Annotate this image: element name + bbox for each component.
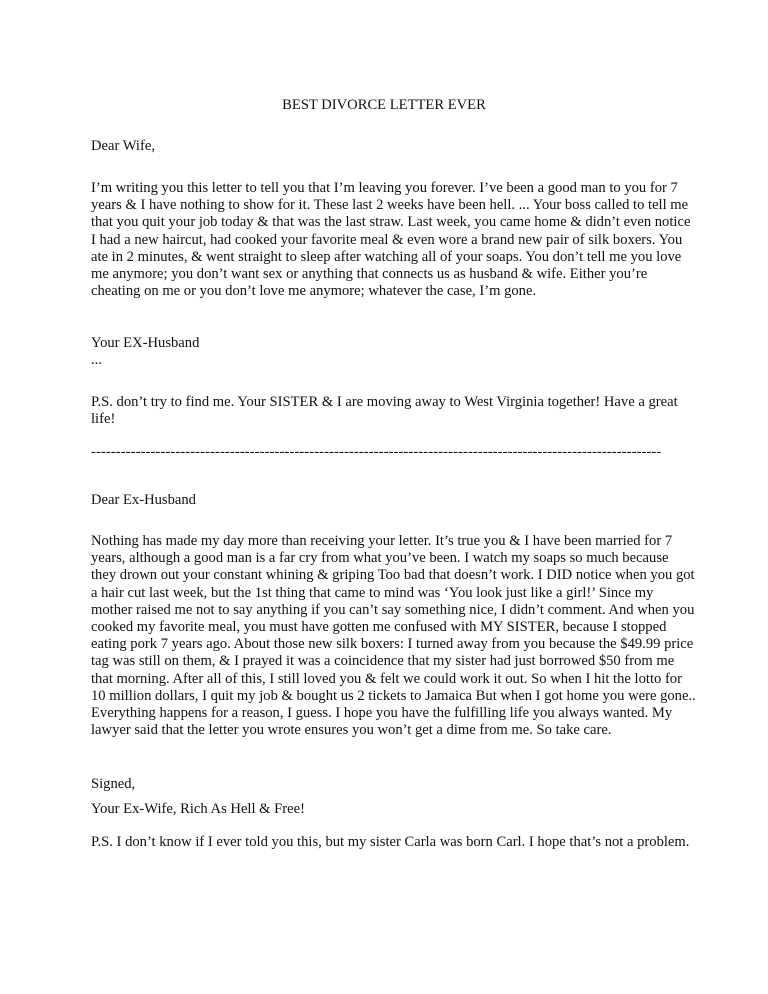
letter1-salutation: Dear Wife,: [91, 138, 155, 154]
letter-divider: -------------------------------------------------------------------------------------------------------------------: [91, 444, 662, 460]
document-title: BEST DIVORCE LETTER EVER: [282, 97, 486, 113]
letter2-body: Nothing has made my day more than receiving your letter. It’s true you & I have been married for 7 years, although a good man is a far cry from what you’ve been. I watch my soaps so much because they drown out your constant whining & griping Too bad that doesn’t work. I DID notice when you got a hair cut last week, but the 1st thing that came to mind was ‘You look just like a girl!’ Since my mother raised me not to say anything if you can’t say something nice, I didn’t comment. And when you cooked my favorite meal, you must have gotten me confused with MY SISTER, because I stopped eating pork 7 years ago. About those new silk boxers: I turned away from you because the $49.99 price tag was still on them, & I prayed it was a coincidence that my sister had just borrowed $50 from me that morning. After all of this, I still loved you & felt we could work it out. So when I hit the lotto for 10 million dollars, I quit my job & bought us 2 tickets to Jamaica But when I got home you were gone.. Everything happens for a reason, I guess. I hope you have the fulfilling life you always wanted. My lawyer said that the letter you wrote ensures you won’t get a dime from me. So take care.: [91, 533, 696, 739]
letter2-postscript: P.S. I don’t know if I ever told you this, but my sister Carla was born Carl. I hope that’s not a problem.: [91, 834, 690, 850]
letter2-signed: Signed,: [91, 776, 136, 792]
letter1-body: I’m writing you this letter to tell you that I’m leaving you forever. I’ve been a good man to you for 7 years & I have nothing to show for it. These last 2 weeks have been hell. ... Your boss called to tell me that you quit your job today & that was the last straw. Last week, you came home & didn’t even notice I had a new haircut, had cooked your favorite meal & even wore a brand new pair of silk boxers. You ate in 2 minutes, & went straight to sleep after watching all of your soaps. You don’t tell me you love me anymore; you don’t want sex or anything that connects us as husband & wife. Either you’re cheating on me or you don’t love me anymore; whatever the case, I’m gone.: [91, 180, 691, 300]
letter2-salutation: Dear Ex-Husband: [91, 492, 196, 508]
letter1-signoff: Your EX-Husband: [91, 335, 200, 351]
letter2-signature: Your Ex-Wife, Rich As Hell & Free!: [91, 801, 305, 817]
letter1-postscript: P.S. don’t try to find me. Your SISTER & I are moving away to West Virginia together! Have a great life!: [91, 394, 678, 428]
letter1-ellipsis: ...: [91, 352, 102, 368]
